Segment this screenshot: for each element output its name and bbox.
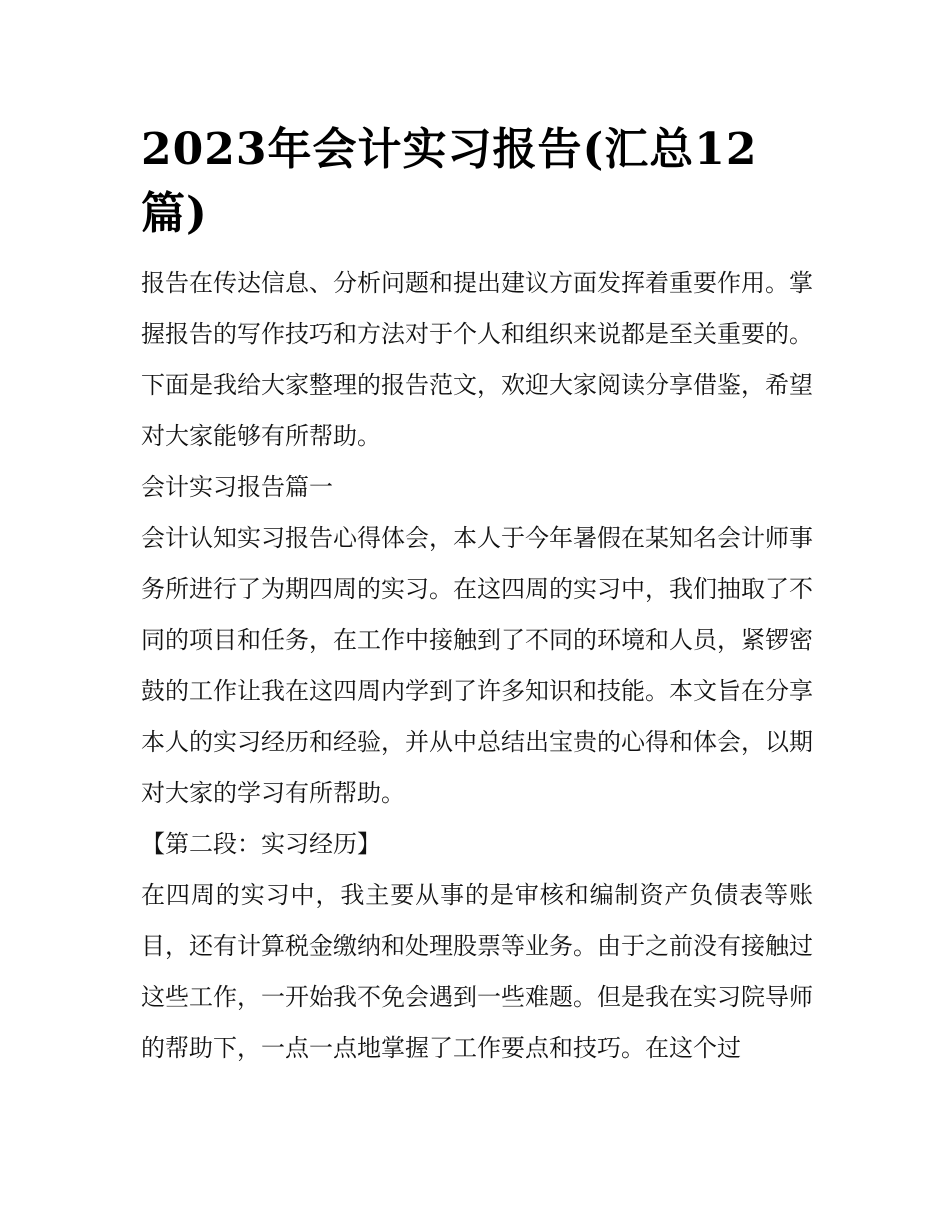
- document-title: 2023年会计实习报告(汇总12篇): [141, 124, 758, 239]
- subsection-heading-2: 【第二段：实习经历】: [141, 830, 381, 858]
- body-paragraph: 在四周的实习中，我主要从事的是审核和编制资产负债表等账目，还有计算税金缴纳和处理股票等业务。由于之前没有接触过这些工作，一开始我不免会遇到一些难题。但是我在实习院导师的帮助下，一点一点地掌握了工作要点和技巧。在这个过: [141, 881, 813, 1062]
- section-heading-1: 会计实习报告篇一: [141, 473, 333, 501]
- document-page: [141, 118, 813, 1074]
- intro-paragraph: 报告在传达信息、分析问题和提出建议方面发挥着重要作用。掌握报告的写作技巧和方法对于个人和组织来说都是至关重要的。下面是我给大家整理的报告范文，欢迎大家阅读分享借鉴，希望对大家能够有所帮助。: [141, 269, 813, 450]
- body-paragraph: 会计认知实习报告心得体会，本人于今年暑假在某知名会计师事务所进行了为期四周的实习。在这四周的实习中，我们抽取了不同的项目和任务，在工作中接触到了不同的环境和人员，紧锣密鼓的工作让我在这四周内学到了许多知识和技能。本文旨在分享本人的实习经历和经验，并从中总结出宝贵的心得和体会，以期对大家的学习有所帮助。: [141, 524, 813, 807]
